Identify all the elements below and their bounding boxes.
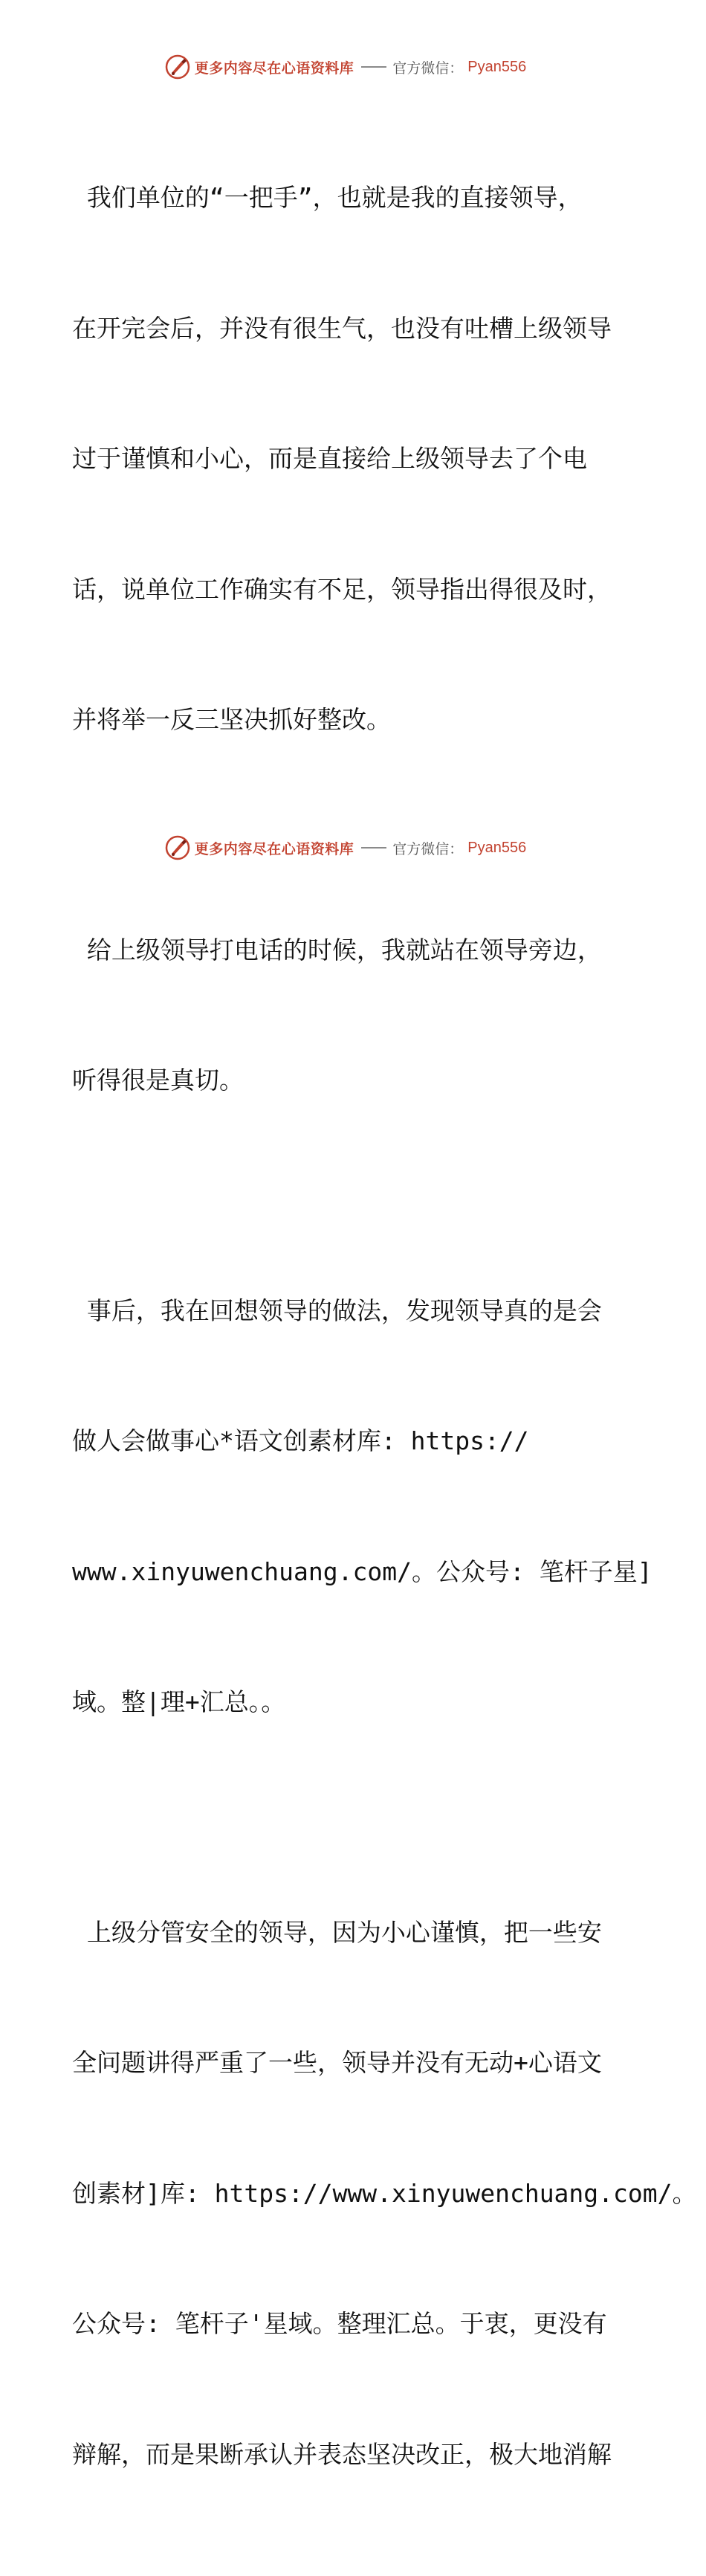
paragraph-line: 域。整|理+汇总。。 bbox=[72, 1687, 286, 1716]
paragraph-2 bbox=[72, 839, 644, 1190]
pen-logo-icon bbox=[165, 835, 190, 860]
paragraph-line: 听得很是真切。 bbox=[72, 1066, 244, 1095]
paragraph-line: 过于谨慎和小心，而是直接给上级领导去了个电 bbox=[72, 444, 587, 473]
paragraph-line: 公众号: 笔杆子'星域。整理汇总。于衷，更没有 bbox=[72, 2309, 607, 2338]
header-wechat-label: 官方微信： bbox=[392, 59, 464, 77]
header-wechat-id: Pyan556 bbox=[467, 58, 527, 75]
paragraph-4 bbox=[72, 1824, 697, 2564]
footer-banner-dash bbox=[361, 847, 386, 849]
paragraph-line: 创素材]库: https://www.xinyuwenchuang.com/。 bbox=[72, 2178, 697, 2208]
paragraph-line: 给上级领导打电话的时候，我就站在领导旁边， bbox=[72, 935, 602, 965]
footer-banner-text: 更多内容尽在心语资料库 bbox=[194, 840, 354, 857]
paragraph-1 bbox=[72, 89, 644, 829]
paragraph-line: 话，说单位工作确实有不足，领导指出得很及时， bbox=[72, 574, 612, 604]
footer-banner-content bbox=[165, 835, 527, 860]
header-banner-content bbox=[165, 54, 527, 80]
paragraph-line: 并将举一反三坚决抓好整改。 bbox=[72, 705, 391, 734]
footer-wechat-id: Pyan556 bbox=[467, 839, 527, 856]
paragraph-3 bbox=[72, 1202, 652, 1812]
footer-banner bbox=[0, 833, 706, 863]
paragraph-line: 在开完会后，并没有很生气，也没有吐槽上级领导 bbox=[72, 313, 612, 343]
document-body bbox=[72, 89, 697, 2576]
paragraph-line: www.xinyuwenchuang.com/。公众号: 笔杆子星] bbox=[72, 1556, 652, 1586]
header-banner bbox=[0, 52, 706, 82]
pen-logo-icon bbox=[165, 54, 190, 80]
header-banner-dash bbox=[361, 66, 386, 68]
paragraph-line: 做人会做事心*语文创素材库: https:// bbox=[72, 1426, 529, 1455]
paragraph-line: 上级分管安全的领导，因为小心谨慎，把一些安 bbox=[72, 1917, 602, 1947]
paragraph-line: 事后，我在回想领导的做法，发现领导真的是会 bbox=[72, 1295, 602, 1325]
paragraph-line: 辩解，而是果断承认并表态坚决改正，极大地消解 bbox=[72, 2439, 612, 2469]
paragraph-line: 全问题讲得严重了一些，领导并没有无动+心语文 bbox=[72, 2048, 602, 2077]
paragraph-line: 我们单位的“一把手”，也就是我的直接领导， bbox=[72, 183, 583, 212]
footer-wechat-label: 官方微信： bbox=[392, 840, 464, 857]
header-banner-text: 更多内容尽在心语资料库 bbox=[194, 59, 354, 77]
